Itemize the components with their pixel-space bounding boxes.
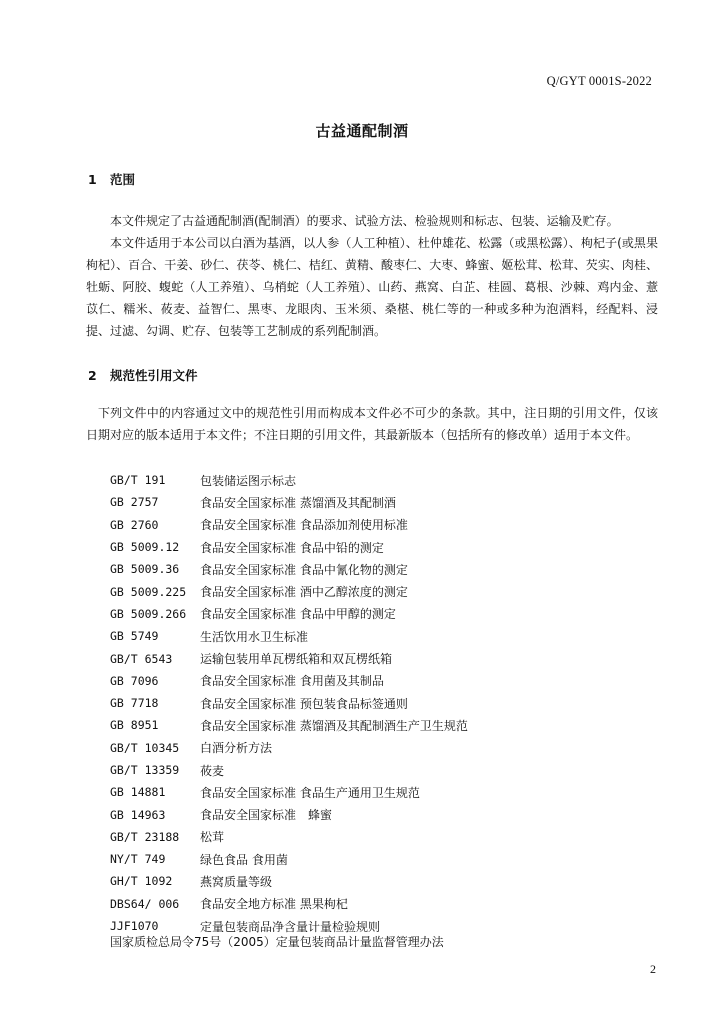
reference-code: GB/T 6543 xyxy=(110,651,173,666)
scope-paragraph: 本文件规定了古益通配制酒(配制酒）的要求、试验方法、检验规则和标志、包装、运输及贮存。 xyxy=(110,214,619,228)
reference-name: 松茸 xyxy=(200,830,225,845)
section-title: 范围 xyxy=(110,172,136,187)
reference-name: 绿色食品 食用菌 xyxy=(200,852,288,867)
section-title: 规范性引用文件 xyxy=(110,368,198,383)
reference-code: GB 5749 xyxy=(110,629,159,644)
reference-item xyxy=(110,536,670,558)
reference-item xyxy=(110,848,670,870)
reference-code: GB/T 10345 xyxy=(110,740,180,755)
reference-item xyxy=(110,714,670,736)
reference-item xyxy=(110,670,670,692)
reference-name: 运输包装用单瓦楞纸箱和双瓦楞纸箱 xyxy=(200,652,393,667)
reference-code: GB 5009.266 xyxy=(110,606,187,621)
reference-name: 白酒分析方法 xyxy=(200,741,273,756)
reference-name: 燕窝质量等级 xyxy=(200,874,273,889)
reference-item xyxy=(110,870,670,892)
reference-code: GB 2760 xyxy=(110,517,159,532)
reference-item xyxy=(110,803,670,825)
reference-code: GB 14881 xyxy=(110,785,166,800)
reference-name: 食品安全地方标准 黑果枸杞 xyxy=(200,897,348,912)
reference-code: GB 8951 xyxy=(110,718,159,733)
reference-code: GB/T 191 xyxy=(110,473,166,488)
reference-name: 定量包装商品净含量计量检验规则 xyxy=(200,919,381,934)
reference-item xyxy=(110,647,670,669)
reference-name: 食品安全国家标准 食品中氰化物的测定 xyxy=(200,562,408,577)
reference-item xyxy=(110,737,670,759)
reference-code: JJF1070 xyxy=(110,919,159,934)
reference-code: GB 14963 xyxy=(110,807,166,822)
reference-code: NY/T 749 xyxy=(110,852,166,867)
section-heading-normative-references xyxy=(88,366,198,384)
section-number: 2 xyxy=(88,368,97,383)
reference-name: 莜麦 xyxy=(200,763,225,778)
reference-name: 食品安全国家标准 食品中甲醇的测定 xyxy=(200,607,396,622)
reference-name: 食品安全国家标准 酒中乙醇浓度的测定 xyxy=(200,585,408,600)
reference-name: 食品安全国家标准 食用菌及其制品 xyxy=(200,674,384,689)
reference-item xyxy=(110,514,670,536)
reference-code: GB 2757 xyxy=(110,495,159,510)
scope-paragraph: 本文件适用于本公司以白酒为基酒，以人参（人工种植）、杜仲雄花、松露（或黑松露）、枸杞子(或黑果枸杞）、百合、干姜、砂仁、茯苓、桃仁、桔红、黄精、酸枣仁、大枣、蜂蜜、姬松茸、松茸、芡实、肉桂、牡蛎、阿胶、蝮蛇（人工养殖）、乌梢蛇（人工养殖）、山药、燕窝、白芷、桂圆、葛根、沙棘、鸡内金、薏苡仁、糯米、莜麦、益智仁、黑枣、龙眼肉、玉米须、桑椹、桃仁等的一种或多种为泡酒料，经配料、浸提、过滤、勾调、贮存、包装等工艺制成的系列配制酒。 xyxy=(86,236,658,338)
reference-item xyxy=(110,603,670,625)
reference-code: GB 7096 xyxy=(110,673,159,688)
document-id: Q/GYT 0001S-2022 xyxy=(546,74,652,88)
references-intro: 下列文件中的内容通过文中的规范性引用而构成本文件必不可少的条款。其中，注日期的引用文件，仅该日期对应的版本适用于本文件；不注日期的引用文件，其最新版本（包括所有的修改单）适用于本文件。 xyxy=(86,406,658,442)
reference-name: 生活饮用水卫生标准 xyxy=(200,629,309,644)
reference-name: 食品安全国家标准 蒸馏酒及其配制酒生产卫生规范 xyxy=(200,718,468,733)
reference-name: 食品安全国家标准 食品中铅的测定 xyxy=(200,540,384,555)
reference-name: 食品安全国家标准 预包装食品标签通则 xyxy=(200,696,408,711)
reference-code: GB 5009.36 xyxy=(110,562,180,577)
reference-item xyxy=(110,759,670,781)
reference-item xyxy=(110,580,670,602)
reference-list xyxy=(110,469,670,937)
section-heading-scope xyxy=(88,170,135,188)
reference-item xyxy=(110,692,670,714)
reference-item xyxy=(110,491,670,513)
reference-code: GB/T 23188 xyxy=(110,829,180,844)
regulation-reference: 国家质检总局令75号（2005）定量包装商品计量监督管理办法 xyxy=(110,935,444,949)
reference-item xyxy=(110,469,670,491)
reference-code: GB/T 13359 xyxy=(110,763,180,777)
reference-name: 食品安全国家标准 食品生产通用卫生规范 xyxy=(200,785,420,800)
reference-code: DBS64/ 006 xyxy=(110,896,180,911)
section-number: 1 xyxy=(88,172,97,187)
reference-code: GH/T 1092 xyxy=(110,874,173,889)
page-number: 2 xyxy=(650,962,656,976)
reference-code: GB 5009.225 xyxy=(110,584,187,599)
reference-code: GB 7718 xyxy=(110,696,159,711)
reference-item xyxy=(110,625,670,647)
reference-item xyxy=(110,893,670,915)
reference-name: 包装储运图示标志 xyxy=(200,473,297,488)
reference-name: 食品安全国家标准 蒸馏酒及其配制酒 xyxy=(200,495,396,510)
reference-item xyxy=(110,826,670,848)
document-title: 古益通配制酒 xyxy=(315,122,409,140)
reference-name: 食品安全国家标准 蜂蜜 xyxy=(200,808,333,823)
reference-name: 食品安全国家标准 食品添加剂使用标准 xyxy=(200,518,408,533)
reference-item xyxy=(110,781,670,803)
reference-code: GB 5009.12 xyxy=(110,540,180,555)
reference-item xyxy=(110,558,670,580)
